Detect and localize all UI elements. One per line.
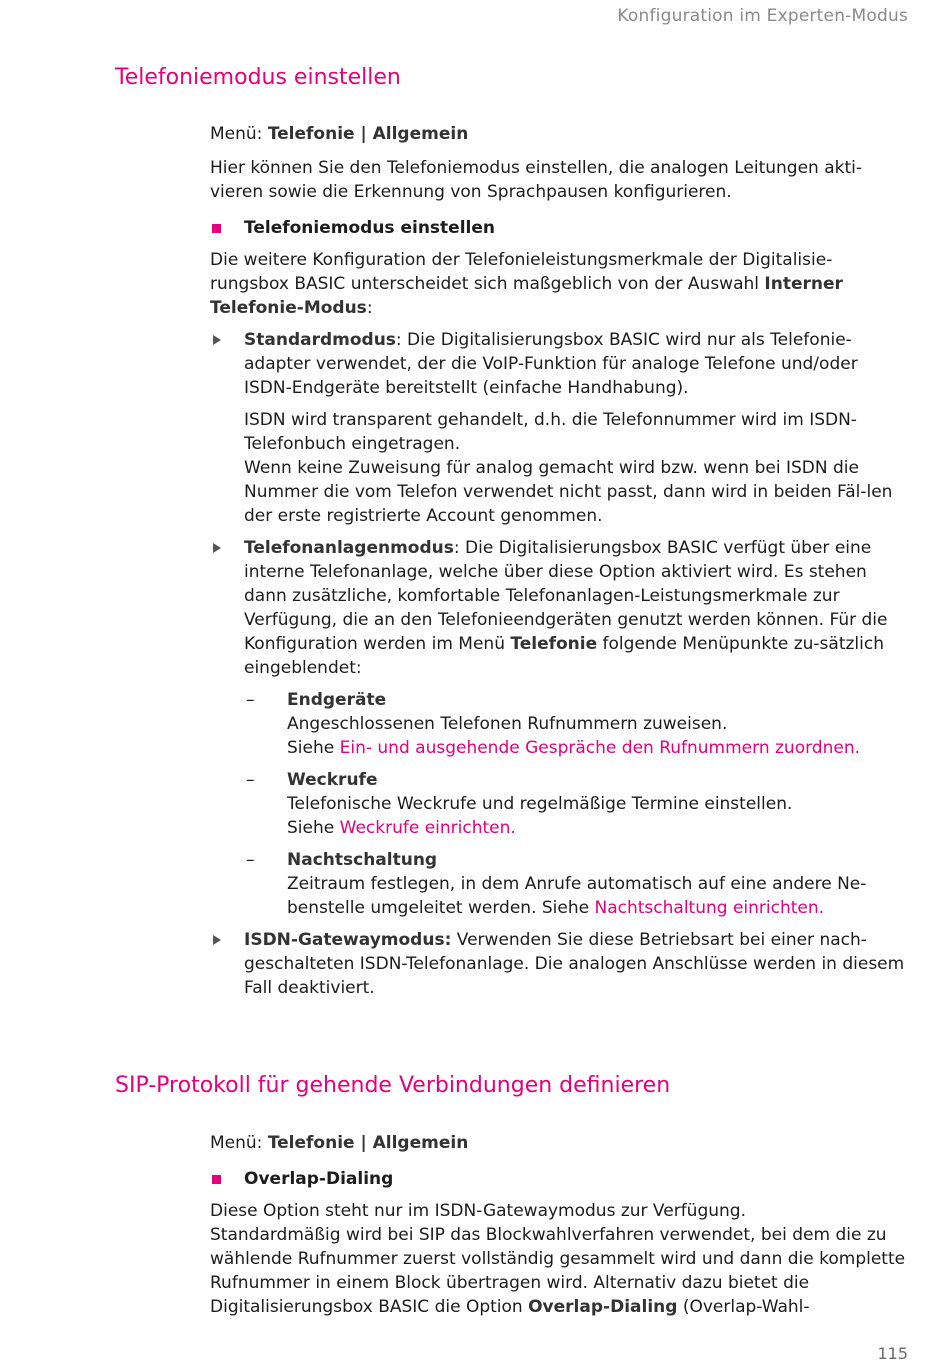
subheading-text: Telefoniemodus einstellen	[244, 218, 495, 238]
paragraph-line: Diese Option steht nur im ISDN-Gatewaymodus zur Verfügung.	[210, 1201, 746, 1221]
item-description: : Die Digitalisierungsbox BASIC wird nur als Telefonie-adapter verwendet, der die VoIP-Funktion für analoge Telefone und/oder ISDN-Endgeräte bereitstellt (einfache Handhabung).	[244, 330, 858, 398]
section-content	[210, 122, 910, 1000]
square-bullet-icon	[212, 224, 221, 233]
cross-reference-link[interactable]: Ein- und ausgehende Gespräche den Rufnummern zuordnen.	[339, 738, 861, 758]
section-title: Telefoniemodus einstellen	[115, 65, 401, 90]
menu-path-line	[210, 1131, 910, 1155]
menu-prefix: Menü:	[210, 1133, 268, 1153]
sub-item-text: Angeschlossenen Telefonen Rufnummern zuweisen.	[287, 714, 728, 734]
see-prefix: Siehe	[287, 818, 340, 838]
paragraph-text-end: (Overlap-Wahl-	[677, 1297, 810, 1317]
list-item-telefonanlagenmodus	[210, 536, 910, 680]
sub-item-weckrufe	[244, 768, 910, 840]
sub-item-nachtschaltung	[244, 848, 910, 920]
subheading	[210, 216, 910, 240]
sub-item-term: Weckrufe	[287, 770, 378, 790]
dash-bullet: –	[246, 850, 255, 870]
list-item-isdn-gatewaymodus	[210, 928, 910, 1000]
paragraph-text-end: :	[366, 298, 373, 318]
sub-item-text: Telefonische Weckrufe und regelmäßige Termine einstellen.	[287, 794, 793, 814]
triangle-bullet-icon	[213, 543, 221, 553]
intro-paragraph: Hier können Sie den Telefoniemodus einstellen, die analogen Leitungen akti-vieren sowie die Erkennung von Sprachpausen konfigurieren.	[210, 158, 863, 202]
list-item-standardmodus	[210, 328, 910, 528]
cross-reference-link[interactable]: Weckrufe einrichten.	[339, 818, 516, 838]
item-text	[244, 536, 910, 680]
menu-term: Telefonie	[510, 634, 598, 654]
menu-path: Telefonie | Allgemein	[267, 1133, 469, 1153]
menu-path-line	[210, 122, 910, 146]
item-description: : Die Digitalisierungsbox BASIC verfügt über eine interne Telefonanlage, welche über diese Option aktiviert wird. Es stehen dann zusätzliche, komfortable Telefonanlagen-Leistungsmerkmale zur Verfügung, die an den Telefonieendgeräten genutzt werden können. Für die Konfiguration werden im Menü	[244, 538, 888, 654]
dash-bullet: –	[246, 770, 255, 790]
item-description: Verwenden Sie diese Betriebsart bei einer nach-geschalteten ISDN-Telefonanlage. Die analogen Anschlüsse werden in diesem Fall deaktiviert.	[244, 930, 905, 998]
sub-item-see	[287, 816, 910, 840]
item-term: Standardmodus	[244, 330, 396, 350]
sub-item-term: Nachtschaltung	[287, 850, 438, 870]
triangle-bullet-icon	[213, 335, 221, 345]
paragraph-term: Overlap-Dialing	[528, 1297, 678, 1317]
cross-reference-link[interactable]: Nachtschaltung einrichten.	[594, 898, 825, 918]
sub-item-text	[287, 872, 910, 920]
dash-bullet: –	[246, 690, 255, 710]
paragraph-text: Standardmäßig wird bei SIP das Blockwahlverfahren verwendet, bei dem die zu wählende Rufnummer zuerst vollständig gesammelt wird und dann die komplette Rufnummer in einem Block übertragen wird. Alternativ dazu bietet die Digitalisierungsbox BASIC die Option	[210, 1225, 906, 1317]
item-text	[244, 328, 910, 400]
mode-paragraph	[210, 248, 910, 320]
page-number: 115	[877, 1344, 908, 1363]
see-prefix: Siehe	[287, 738, 340, 758]
section-title: SIP-Protokoll für gehende Verbindungen definieren	[115, 1073, 671, 1098]
triangle-bullet-icon	[213, 935, 221, 945]
menu-prefix: Menü:	[210, 124, 268, 144]
overlap-paragraph	[210, 1223, 910, 1319]
item-term: Telefonanlagenmodus	[244, 538, 454, 558]
item-note: Wenn keine Zuweisung für analog gemacht wird bzw. wenn bei ISDN die Nummer die vom Telefon verwendet nicht passt, dann wird in beiden Fäl-len der erste registrierte Account genommen.	[244, 458, 893, 526]
sub-item-endgeraete	[244, 688, 910, 760]
sub-item-description: Zeitraum festlegen, in dem Anrufe automatisch auf eine andere Ne-benstelle umgeleitet werden. Siehe	[287, 874, 867, 918]
paragraph-term: Interner Telefonie-Modus	[210, 274, 843, 318]
sub-item-see	[287, 736, 910, 760]
running-head: Konfiguration im Experten-Modus	[617, 6, 908, 26]
paragraph-text: Die weitere Konfiguration der Telefonieleistungsmerkmale der Digitalisie-rungsbox BASIC unterscheidet sich maßgeblich von der Auswahl	[210, 250, 833, 294]
section-content	[210, 1131, 910, 1319]
menu-path: Telefonie | Allgemein	[267, 124, 469, 144]
item-term: ISDN-Gatewaymodus:	[244, 930, 452, 950]
item-text	[244, 928, 910, 1000]
sub-list	[244, 688, 910, 920]
subheading	[210, 1167, 910, 1191]
subheading-text: Overlap-Dialing	[244, 1169, 394, 1189]
square-bullet-icon	[212, 1175, 221, 1184]
item-description-end: folgende Menüpunkte zu-sätzlich eingeblendet:	[244, 634, 884, 678]
sub-item-term: Endgeräte	[287, 690, 387, 710]
item-note: ISDN wird transparent gehandelt, d.h. die Telefonnummer wird im ISDN-Telefonbuch eingetragen.	[244, 410, 857, 454]
